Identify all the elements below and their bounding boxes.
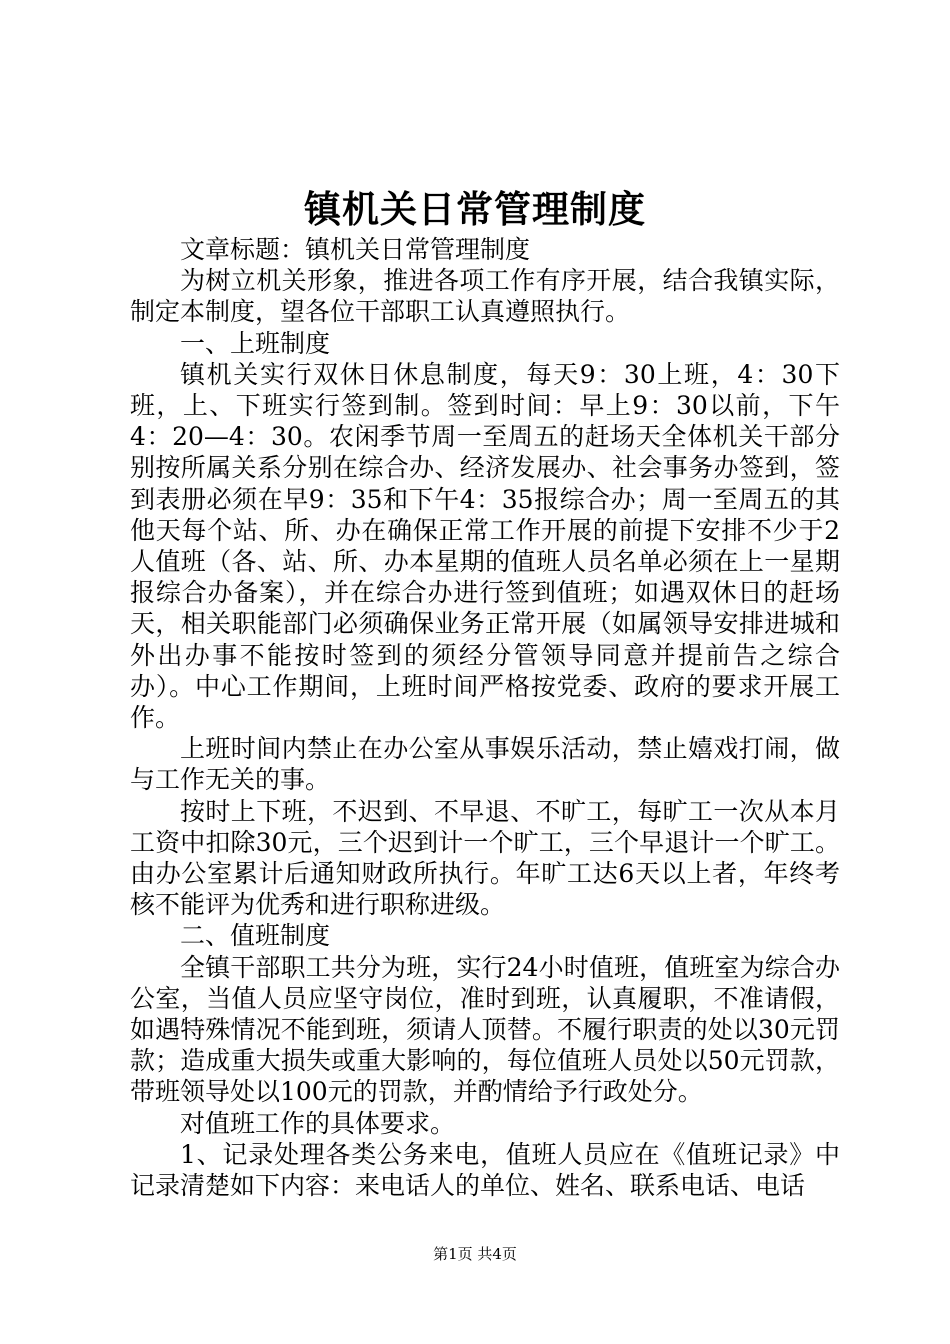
paragraph-article-title: 文章标题：镇机关日常管理制度 [180, 235, 531, 264]
paragraph-intro: 为树立机关形象，推进各项工作有序开展，结合我镇实际，制定本制度，望各位干部职工认真遵照执行。 [130, 266, 840, 327]
document-body [130, 234, 840, 1201]
paragraph-duty-requirements: 对值班工作的具体要求。 [180, 1108, 456, 1138]
page-number: 第1页 共4页 [433, 1245, 517, 1263]
paragraph-attendance: 按时上下班，不迟到、不早退、不旷工，每旷工一次从本月工资中扣除30元，三个迟到计一个旷工，三个早退计一个旷工。由办公室累计后通知财政所执行。年旷工达6天以上者，年终考核不能评为优秀和进行职称进级。 [130, 796, 840, 920]
paragraph-work-hours: 镇机关实行双休日休息制度，每天9：30上班，4：30下班，上、下班实行签到制。签到时间：早上9：30以前，下午4：20—4：30。农闲季节周一至周五的赶场天全体机关干部分别按所属关系分别在综合办、经济发展办、社会事务办签到，签到表册必须在早9：35和下午4：35报综合办；周一至周五的其他天每个站、所、办在确保正常工作开展的前提下安排不少于2人值班（各、站、所、办本星期的值班人员名单必须在上一星期报综合办备案），并在综合办进行签到值班；如遇双休日的赶场天，相关职能部门必须确保业务正常开展（如属领导安排进城和外出办事不能按时签到的须经分管领导同意并提前告之综合办）。中心工作期间，上班时间严格按党委、政府的要求开展工作。 [130, 359, 840, 733]
paragraph-duty-item-1: 1、记录处理各类公务来电，值班人员应在《值班记录》中记录清楚如下内容：来电话人的单位、姓名、联系电话、电话 [130, 1139, 840, 1201]
section-heading-work-hours: 一、上班制度 [180, 328, 331, 358]
paragraph-duty-schedule: 全镇干部职工共分为班，实行24小时值班，值班室为综合办公室，当值人员应坚守岗位，准时到班，认真履职，不准请假，如遇特殊情况不能到班，须请人顶替。不履行职责的处以30元罚款；造成重大损失或重大影响的，每位值班人员处以50元罚款，带班领导处以100元的罚款，并酌情给予行政处分。 [130, 952, 840, 1107]
paragraph-no-entertainment: 上班时间内禁止在办公室从事娱乐活动，禁止嬉戏打闹，做与工作无关的事。 [130, 734, 840, 795]
document-title: 镇机关日常管理制度 [304, 187, 646, 231]
section-heading-duty: 二、值班制度 [180, 921, 331, 951]
